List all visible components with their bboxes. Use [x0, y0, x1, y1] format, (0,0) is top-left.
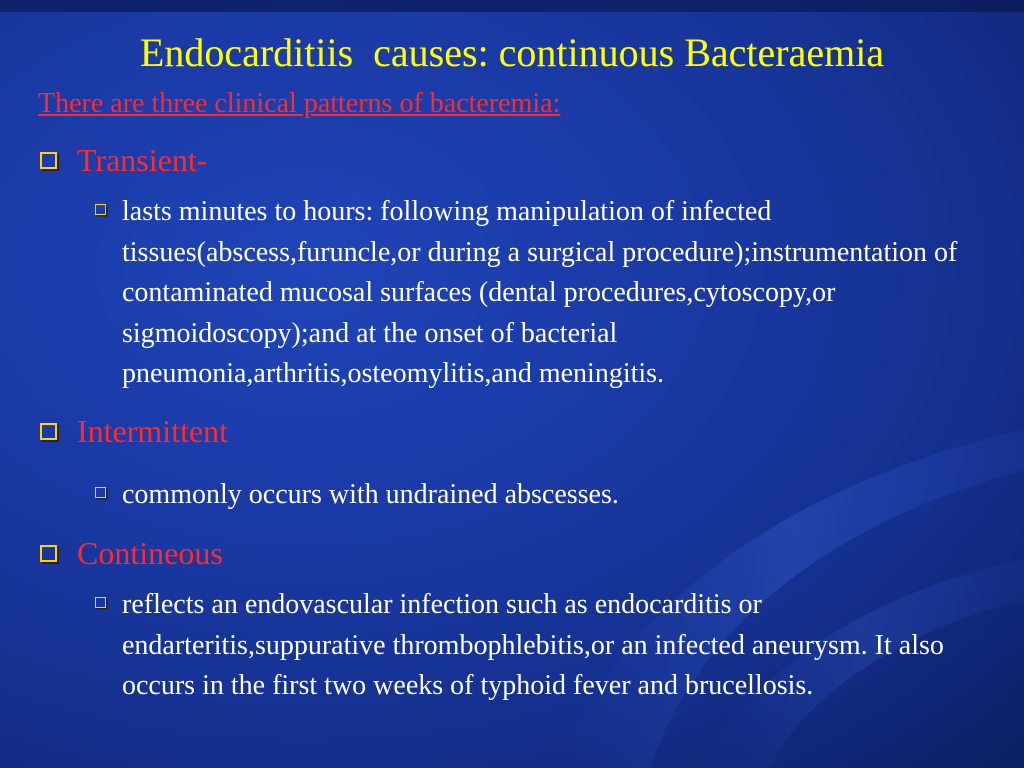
- checkbox-bullet-icon: [40, 423, 57, 440]
- sub-bullet-text: lasts minutes to hours: following manipulation of infected tissues(abscess,furuncle,or during a surgical procedure);instrumentation of contaminated mucosal surfaces (dental procedures,cytoscopy,or sigmoidoscopy);and at the onset of bacterial pneumonia,arthritis,osteomylitis,and meningitis.: [122, 196, 958, 389]
- checkbox-bullet-icon: [95, 597, 106, 608]
- checkbox-bullet-icon: [40, 545, 57, 562]
- checkbox-bullet-icon: [40, 152, 57, 169]
- sub-bullet-intermittent: [95, 475, 995, 516]
- slide-title: Endocarditiis causes: continuous Bacteraemia: [139, 30, 885, 75]
- bullet-heading-intermittent: [40, 413, 228, 449]
- bullet-heading-transient: [40, 142, 207, 178]
- heading-label: Transient-: [77, 142, 208, 178]
- heading-label: Intermittent: [77, 413, 229, 449]
- sub-bullet-text: reflects an endovascular infection such as endocarditis or endarteritis,suppurative thrombophlebitis,or an infected aneurysm. It also occurs in the first two weeks of typhoid fever and brucellosis.: [122, 589, 944, 701]
- sub-bullet-contineous: [95, 585, 995, 707]
- sub-bullet-transient: [95, 192, 995, 395]
- heading-label: Contineous: [77, 535, 223, 571]
- checkbox-bullet-icon: [95, 487, 106, 498]
- bullet-heading-contineous: [40, 535, 223, 571]
- slide-subtitle: There are three clinical patterns of bacteremia:: [38, 88, 561, 119]
- checkbox-bullet-icon: [95, 204, 106, 215]
- sub-bullet-text: commonly occurs with undrained abscesses.: [122, 479, 619, 510]
